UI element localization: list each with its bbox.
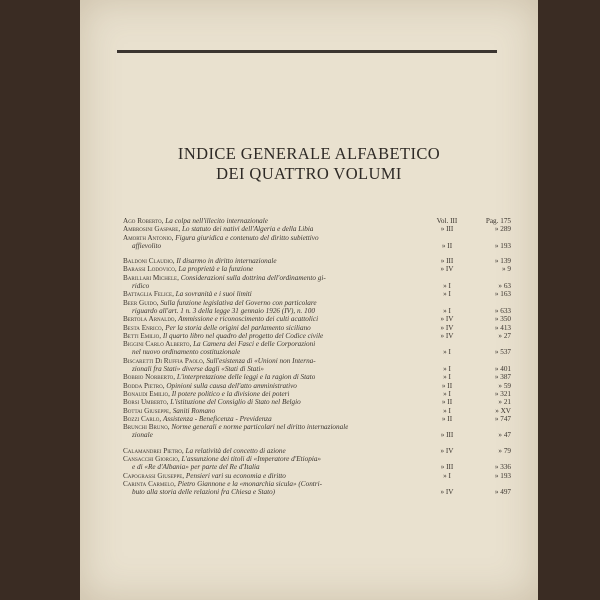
entry-volume: » I (443, 373, 451, 382)
entry-title: Sull'esistenza di «Unioni non Interna- (206, 356, 316, 365)
index-row (123, 299, 523, 307)
entry-text (123, 415, 272, 423)
top-rule (117, 50, 497, 53)
entry-volume: Vol. III (436, 217, 458, 225)
entry-author: Bonaudi Emilio, (123, 389, 170, 398)
entry-title: L'istituzione del Consiglio di Stato nel Belgio (170, 398, 301, 407)
entry-volume: » III (440, 463, 454, 472)
entry-title: La colpa nell'illecito internazionale (165, 217, 268, 225)
entry-author: Ambrosini Gaspare, (123, 225, 181, 234)
index-row (123, 390, 523, 398)
index-row (123, 265, 523, 273)
entry-volume: » I (443, 348, 451, 357)
entry-page: » 497 (494, 488, 511, 497)
index-row (123, 480, 523, 488)
index-row (123, 274, 523, 282)
entry-volume: » IV (440, 446, 454, 455)
entry-author: Beer Guido, (123, 298, 159, 307)
index-entries (123, 217, 523, 497)
index-row (123, 332, 523, 340)
entry-text (123, 225, 313, 233)
entry-text (123, 382, 297, 390)
entry-title: Ammissione e riconoscimento dei culti acattolici (178, 315, 319, 324)
entry-volume: » I (443, 365, 451, 374)
entry-author: Battaglia Felice, (123, 290, 174, 299)
entry-text (132, 488, 275, 496)
entry-text (123, 357, 316, 365)
entry-text (123, 455, 321, 463)
index-row (123, 423, 523, 431)
entry-volume: » II (441, 398, 453, 407)
entry-text (123, 315, 318, 323)
index-row (123, 348, 523, 356)
entry-author: Biscaretti Di Ruffia Paolo, (123, 356, 205, 365)
entry-volume: » IV (440, 315, 454, 324)
entry-author: Betti Emilio, (123, 331, 162, 340)
entry-title: Figura giuridica e contenuto del diritto subiettivo (175, 233, 319, 242)
entry-author: Barassi Lodovico, (123, 265, 177, 274)
entry-volume: » I (443, 290, 451, 299)
entry-text (123, 398, 301, 406)
entry-page: » 387 (494, 373, 511, 382)
index-row (123, 431, 523, 439)
entry-title: Norme generali e norme particolari nel diritto internazionale (171, 423, 349, 432)
document-page (80, 0, 538, 600)
entry-page: » 59 (498, 381, 511, 390)
entry-author: Barillari Michele, (123, 273, 179, 282)
index-row (123, 234, 523, 242)
index-title-line1: INDICE GENERALE ALFABETICO (177, 144, 441, 163)
index-row (123, 217, 523, 225)
index-row (123, 455, 523, 463)
entry-text (132, 242, 161, 250)
entry-page: » 537 (494, 348, 511, 357)
entry-volume: » I (443, 282, 451, 291)
entry-title: e di «Re d'Albania» per parte del Re d'Italia (132, 463, 260, 472)
entry-author: Capograssi Giuseppe, (123, 471, 185, 480)
index-row (123, 463, 523, 471)
entry-volume: » I (443, 406, 451, 415)
index-row (123, 398, 523, 406)
index-row (123, 290, 523, 298)
entry-title: Opinioni sulla causa dell'atto amministrativo (166, 381, 297, 390)
entry-text (123, 299, 317, 307)
entry-title: Il disarmo in diritto internazionale (176, 257, 277, 266)
entry-text (132, 463, 260, 471)
entry-text (123, 290, 252, 298)
entry-title: La proprietà e la funzione (178, 265, 254, 274)
entry-volume: » I (443, 306, 451, 315)
entry-text (132, 365, 264, 373)
entry-title: ridico (132, 282, 150, 291)
entry-text (123, 217, 268, 225)
entry-title: Pietro Giannone e la «monarchia sicula» (Contri- (177, 479, 322, 488)
entry-title: zionale (132, 431, 153, 440)
entry-text (123, 480, 322, 488)
entry-title: Per la storia delle origini del parlamento siciliano (165, 323, 311, 332)
entry-volume: » III (440, 431, 454, 440)
entry-title: La sovranità e i suoi limiti (175, 290, 252, 299)
index-row (123, 242, 523, 250)
entry-title: Il potere politico e la divisione dei poteri (171, 389, 290, 398)
entry-page: » 336 (494, 463, 511, 472)
entry-title: affievolito (132, 241, 162, 250)
entry-title: Il quarto libro nel quadro del progetto del Codice civile (162, 331, 324, 340)
entry-text (123, 407, 215, 415)
entry-volume: » IV (440, 323, 454, 332)
index-row (123, 357, 523, 365)
entry-text (132, 348, 240, 356)
entry-author: Calamandrei Pietro, (123, 446, 184, 455)
entry-author: Cansacchi Giorgio, (123, 455, 180, 464)
entry-author: Carinta Carmelo, (123, 479, 176, 488)
entry-volume: » II (441, 381, 453, 390)
entry-title: La Camera dei Fasci e delle Corporazioni (193, 340, 316, 349)
entry-author: Borsi Umberto, (123, 398, 169, 407)
entry-title: Considerazioni sulla dottrina dell'ordinamento gi- (180, 273, 326, 282)
entry-author: Ago Roberto, (123, 217, 164, 225)
entry-text (123, 274, 326, 282)
entry-page: » 163 (494, 290, 511, 299)
entry-text (132, 307, 315, 315)
entry-volume: » IV (440, 265, 454, 274)
entry-text (123, 447, 286, 455)
entry-page: » 27 (498, 331, 511, 340)
index-row (123, 373, 523, 381)
entry-text (123, 257, 277, 265)
entry-page: » 350 (494, 315, 511, 324)
entry-author: Baldoni Claudio, (123, 257, 175, 266)
entry-text (132, 431, 153, 439)
entry-text (123, 265, 253, 273)
entry-author: Bertola Arnaldo, (123, 315, 177, 324)
entry-title: L'assunzione dei titoli di «Imperatore d'Etiopia» (181, 455, 322, 464)
entry-title: La relatività del concetto di azione (185, 446, 286, 455)
entry-volume: » II (441, 241, 453, 250)
entry-author: Bottai Giuseppe, (123, 406, 171, 415)
entry-author: Besta Enrico, (123, 323, 164, 332)
index-row (123, 282, 523, 290)
entry-page: » XV (495, 406, 511, 415)
entry-text (123, 373, 315, 381)
entry-page: » 401 (494, 365, 511, 374)
entry-title: nel nuovo ordinamento costituzionale (132, 348, 241, 357)
entry-title: Lo statuto dei nativi dell'Algeria e della Libia (181, 225, 314, 234)
index-row (123, 225, 523, 233)
index-row (123, 365, 523, 373)
entry-text (123, 332, 323, 340)
index-row (123, 307, 523, 315)
entry-page: » 21 (498, 398, 511, 407)
entry-title: riguardo all'art. 1 n. 3 della legge 31 gennaio 1926 (IV), n. 100 (132, 306, 315, 315)
entry-page: » 633 (494, 306, 511, 315)
entry-page: » 321 (494, 389, 511, 398)
index-row (123, 340, 523, 348)
entry-page: » 193 (494, 471, 511, 480)
entry-author: Amorth Antonio, (123, 233, 174, 242)
entry-volume: » IV (440, 488, 454, 497)
entry-volume: » III (440, 225, 454, 234)
entry-page: » 289 (494, 225, 511, 234)
entry-volume: » I (443, 471, 451, 480)
entry-volume: » III (440, 257, 454, 266)
index-row (123, 257, 523, 265)
entry-text (123, 340, 315, 348)
entry-volume: » IV (440, 331, 454, 340)
entry-page: » 79 (498, 446, 511, 455)
entry-text (123, 324, 311, 332)
index-row (123, 447, 523, 455)
index-row (123, 472, 523, 480)
entry-text (123, 472, 286, 480)
entry-text (123, 390, 289, 398)
entry-title: Assistenza - Beneficenza - Previdenza (162, 414, 272, 423)
entry-author: Bobbio Norberto, (123, 373, 176, 382)
entry-title: Saniti Romano (172, 406, 216, 415)
entry-author: Brunchi Bruno, (123, 423, 170, 432)
index-row (123, 324, 523, 332)
entry-page: » 63 (498, 282, 511, 291)
entry-page: » 47 (498, 431, 511, 440)
entry-title: Pensieri vari su economia e diritto (185, 471, 286, 480)
index-row (123, 382, 523, 390)
entry-title: L'interpretazione delle leggi e la ragion di Stato (176, 373, 316, 382)
entry-page: » 747 (494, 414, 511, 423)
entry-text (123, 234, 319, 242)
entry-title: Sulla funzione legislativa del Governo con particolare (160, 298, 317, 307)
entry-text (123, 423, 348, 431)
entry-page: » 139 (494, 257, 511, 266)
entry-author: Bozzi Carlo, (123, 414, 162, 423)
entry-page: » 413 (494, 323, 511, 332)
entry-volume: » II (441, 414, 453, 423)
index-row (123, 315, 523, 323)
entry-title: buto alla storia delle relazioni fra Chiesa e Stato) (132, 488, 276, 497)
entry-title: zionali fra Stati» diverse dagli «Stati di Stati» (132, 365, 264, 374)
entry-text (132, 282, 149, 290)
index-title-line2: DEI QUATTRO VOLUMI (216, 164, 402, 183)
index-row (123, 407, 523, 415)
entry-page: Pag. 175 (485, 217, 511, 225)
entry-page: » 9 (502, 265, 511, 274)
entry-volume: » I (443, 389, 451, 398)
entry-author: Biggini Carlo Alberto, (123, 340, 192, 349)
entry-author: Bodda Pietro, (123, 381, 165, 390)
index-row (123, 415, 523, 423)
index-row (123, 488, 523, 496)
entry-page: » 193 (494, 241, 511, 250)
